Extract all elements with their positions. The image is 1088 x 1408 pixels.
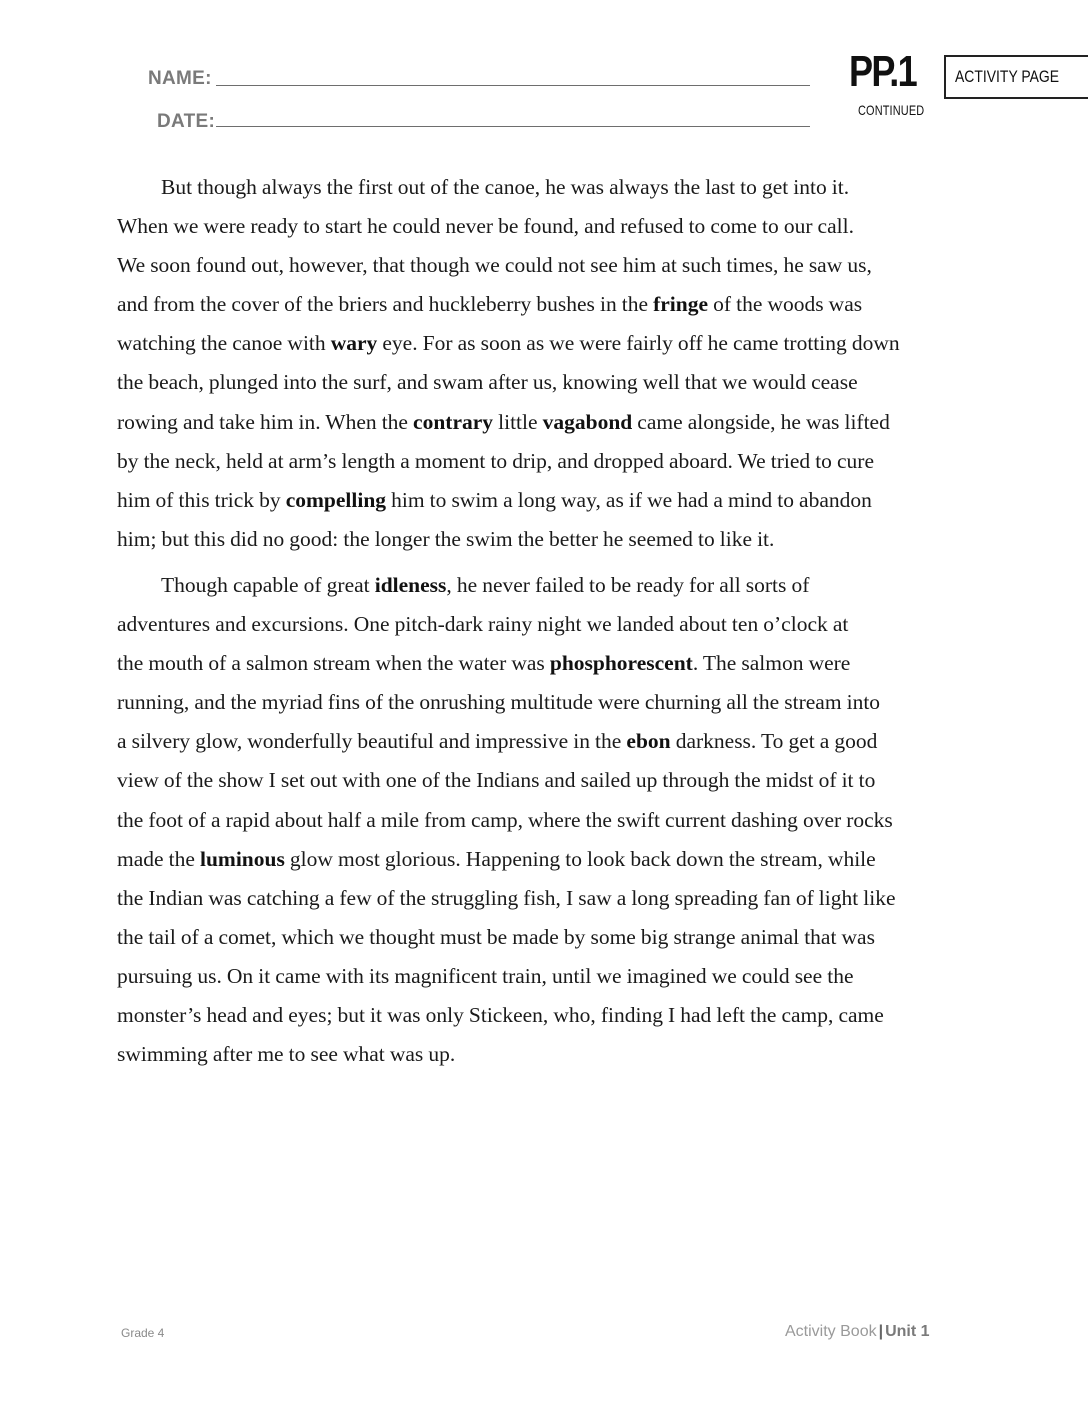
text-line: [117, 996, 997, 1035]
activity-code: PP.1: [849, 47, 917, 96]
text-run: a silvery glow, wonderfully beautiful and impressive in the: [117, 729, 627, 754]
text-run: the mouth of a salmon stream when the water was: [117, 651, 550, 676]
vocabulary-word: ebon: [626, 729, 671, 754]
text-line: [117, 520, 997, 559]
date-label: DATE:: [157, 111, 216, 132]
vocabulary-word: idleness: [374, 572, 447, 597]
text-run: him; but this did no good: the longer the swim the better he seemed to like it.: [117, 526, 775, 551]
vocabulary-word: compelling: [285, 487, 387, 512]
text-run: running, and the myriad fins of the onrushing multitude were churning all the stream into: [117, 690, 881, 715]
text-run: came alongside, he was lifted: [632, 409, 890, 434]
activity-page-box: [944, 55, 1088, 99]
text-run: little: [493, 409, 543, 434]
text-line: [117, 1035, 997, 1074]
text-run: the tail of a comet, which we thought must be made by some big strange animal that was: [117, 924, 875, 949]
continued-label: CONTINUED: [858, 102, 925, 118]
text-run: When we were ready to start he could never be found, and refused to come to our call.: [117, 214, 854, 239]
date-field[interactable]: [216, 126, 810, 127]
vocabulary-word: fringe: [653, 292, 709, 317]
text-line: [117, 879, 997, 918]
text-run: We soon found out, however, that though we could not see him at such times, he saw us,: [117, 253, 872, 278]
text-run: glow most glorious. Happening to look back down the stream, while: [284, 846, 876, 871]
name-label: NAME:: [148, 68, 212, 89]
text-run: But though always the first out of the canoe, he was always the last to get into it.: [161, 175, 850, 199]
footer-grade: Grade 4: [121, 1326, 165, 1340]
text-run: . The salmon were: [692, 651, 851, 676]
text-run: the foot of a rapid about half a mile from camp, where the swift current dashing over rocks: [117, 807, 893, 832]
text-run: Though capable of great: [161, 572, 375, 597]
text-line: [117, 246, 997, 285]
text-line: [117, 566, 997, 605]
text-line: [117, 761, 997, 800]
passage-body: [117, 168, 997, 1074]
text-run: by the neck, held at arm’s length a moment to drip, and dropped aboard. We tried to cure: [117, 448, 874, 473]
text-line: [117, 605, 997, 644]
text-run: the Indian was catching a few of the struggling fish, I saw a long spreading fan of light like: [117, 885, 896, 910]
text-line: [117, 207, 997, 246]
text-run: the beach, plunged into the surf, and swam after us, knowing well that we would cease: [117, 370, 858, 395]
text-run: eye. For as soon as we were fairly off he came trotting down: [377, 331, 900, 356]
text-line: [117, 363, 997, 402]
text-line: [117, 644, 997, 683]
text-line: [117, 442, 997, 481]
text-run: darkness. To get a good: [670, 729, 878, 754]
text-line: [117, 801, 997, 840]
activity-page-label: ACTIVITY PAGE: [955, 67, 1060, 86]
text-run: him to swim a long way, as if we had a mind to abandon: [386, 487, 872, 512]
text-line: [117, 324, 997, 363]
paragraph: [117, 168, 997, 559]
text-line: [117, 481, 997, 520]
text-run: pursuing us. On it came with its magnificent train, until we imagined we could see the: [117, 963, 854, 988]
footer-book: Activity Book: [785, 1323, 877, 1340]
text-line: [117, 918, 997, 957]
text-line: [117, 722, 997, 761]
text-line: [117, 168, 997, 207]
text-run: view of the show I set out with one of the Indians and sailed up through the midst of it to: [117, 768, 876, 793]
vocabulary-word: luminous: [199, 846, 285, 871]
text-run: of the woods was: [708, 292, 863, 317]
text-line: [117, 840, 997, 879]
name-field[interactable]: [216, 85, 810, 86]
text-run: and from the cover of the briers and huckleberry bushes in the: [117, 292, 654, 317]
vocabulary-word: wary: [330, 331, 378, 356]
vocabulary-word: contrary: [413, 409, 494, 434]
vocabulary-word: phosphorescent: [549, 651, 693, 676]
paragraph: [117, 566, 997, 1074]
text-line: [117, 403, 997, 442]
text-line: [117, 285, 997, 324]
footer-separator: |: [878, 1323, 884, 1340]
text-run: rowing and take him in. When the: [117, 409, 414, 434]
vocabulary-word: vagabond: [542, 409, 633, 434]
text-run: adventures and excursions. One pitch-dark rainy night we landed about ten o’clock at: [117, 612, 849, 637]
footer-book-unit: [785, 1323, 930, 1341]
text-run: swimming after me to see what was up.: [117, 1042, 456, 1067]
text-run: him of this trick by: [117, 487, 286, 512]
text-run: watching the canoe with: [117, 331, 331, 356]
footer-unit: Unit 1: [885, 1323, 930, 1340]
text-run: , he never failed to be ready for all sorts of: [446, 572, 810, 597]
text-run: made the: [117, 846, 200, 871]
text-line: [117, 683, 997, 722]
text-line: [117, 957, 997, 996]
text-run: monster’s head and eyes; but it was only Stickeen, who, finding I had left the camp, came: [117, 1002, 884, 1027]
